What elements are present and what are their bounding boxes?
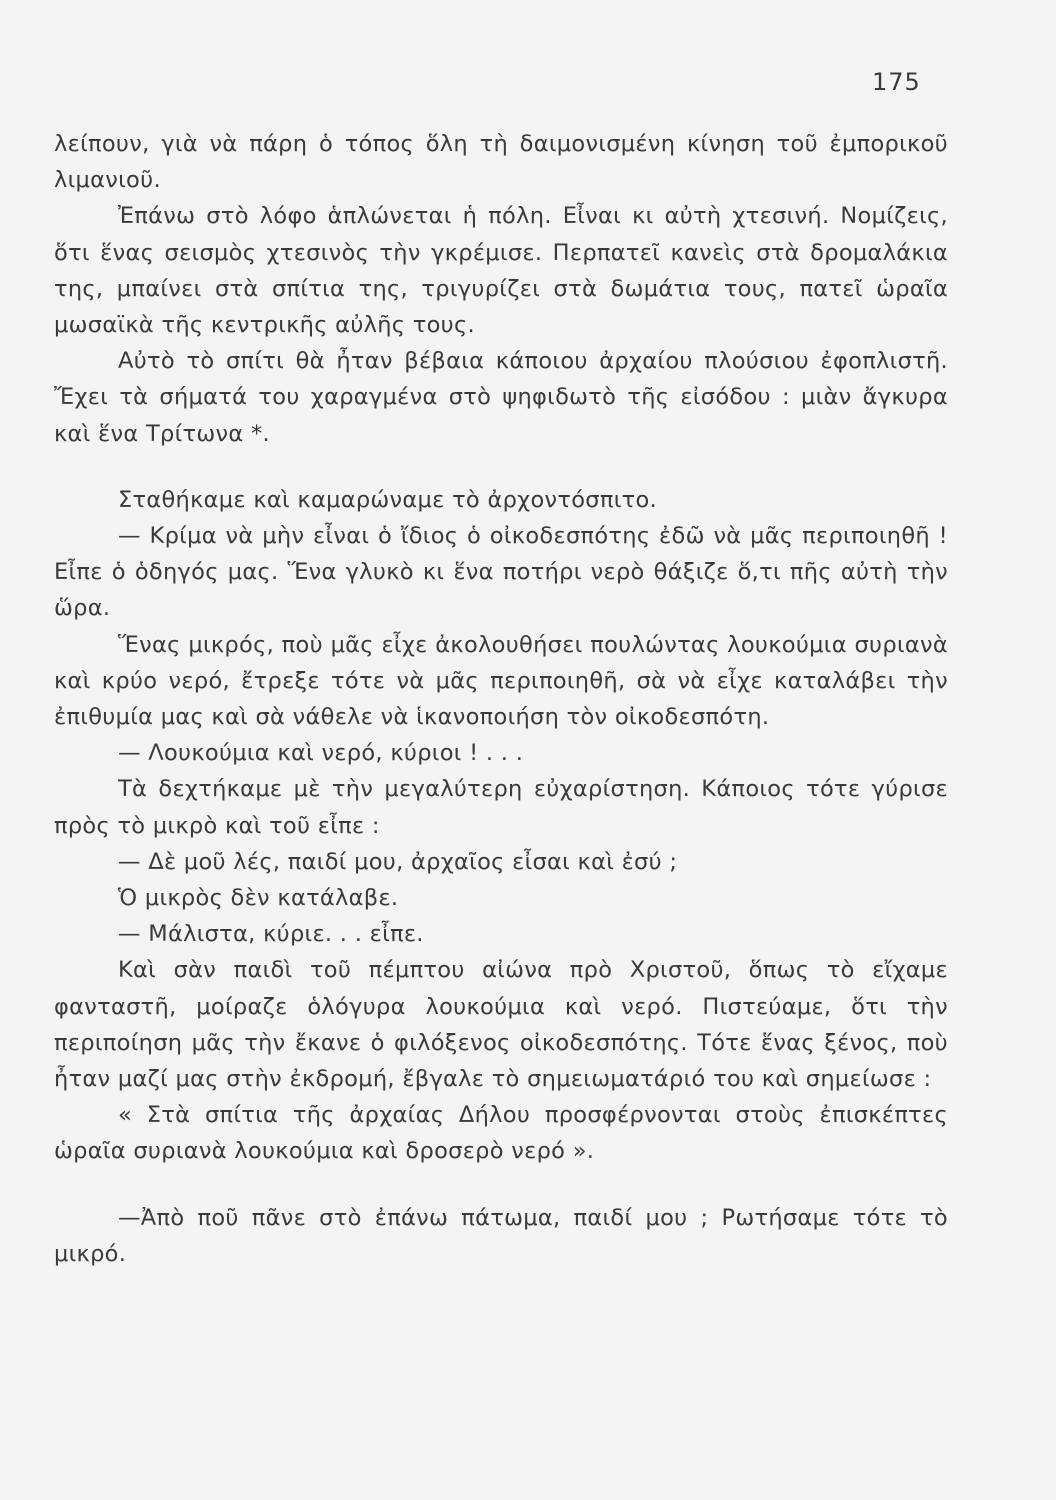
paragraph: — Κρίμα νὰ μὴν εἶναι ὁ ἴδιος ὁ οἰκοδεσπότης ἐδῶ νὰ μᾶς περιποιηθῆ ! Εἶπε ὁ ὁδηγός μας. Ἕνα γλυκὸ κι ἕνα ποτήρι νερὸ θάξιζε ὅ,τι πῆς αὐτὴ τὴν ὥρα.: [54, 523, 948, 622]
paragraph: — Δὲ μοῦ λές, παιδί μου, ἀρχαῖος εἶσαι καὶ ἐσύ ;: [118, 848, 678, 875]
paragraph: Καὶ σὰν παιδὶ τοῦ πέμπτου αἰώνα πρὸ Χριστοῦ, ὅπως τὸ εἴχαμε φανταστῆ, μοίραζε ὁλόγυρα λουκούμια καὶ νερό. Πιστεύαμε, ὅτι τὴν περιποίηση μᾶς τὴν ἔκανε ὁ φιλόξενος οἰκοδεσπότης. Τότε ἕνας ξένος, ποὺ ἦταν μαζί μας στὴν ἐκδρομή, ἔβγαλε τὸ σημειωματάριό του καὶ σημείωσε :: [54, 957, 948, 1093]
paragraph: Αὐτὸ τὸ σπίτι θὰ ἦταν βέβαια κάποιου ἀρχαίου πλούσιου ἐφοπλιστῆ. Ἔχει τὰ σήματά του χαραγμένα στὸ ψηφιδωτὸ τῆς εἰσόδου : μιὰν ἄγκυρα καὶ ἕνα Τρίτωνα *.: [54, 348, 948, 447]
paragraph: λείπουν, γιὰ νὰ πάρη ὁ τόπος ὅλη τὴ δαιμονισμένη κίνηση τοῦ ἐμπορικοῦ λιμανιοῦ.: [54, 131, 948, 194]
body-text: [54, 126, 948, 1272]
paragraph: « Στὰ σπίτια τῆς ἀρχαίας Δήλου προσφέρνονται στοὺς ἐπισκέπτες ὡραῖα συριανὰ λουκούμια καὶ δροσερὸ νερό ».: [54, 1102, 948, 1165]
paragraph: Τὰ δεχτήκαμε μὲ τὴν μεγαλύτερη εὐχαρίστηση. Κάποιος τότε γύρισε πρὸς τὸ μικρὸ καὶ τοῦ εἶπε :: [54, 776, 948, 839]
paragraph: —Ἀπὸ ποῦ πᾶνε στὸ ἐπάνω πάτωμα, παιδί μου ; Ρωτήσαμε τότε τὸ μικρό.: [54, 1204, 948, 1267]
paragraph: — Μάλιστα, κύριε. . . εἶπε.: [118, 921, 424, 948]
page-number: 175: [872, 68, 921, 96]
paragraph: Ἐπάνω στὸ λόφο ἁπλώνεται ἡ πόλη. Εἶναι κι αὐτὴ χτεσινή. Νομίζεις, ὅτι ἕνας σεισμὸς χτεσινὸς τὴν γκρέμισε. Περπατεῖ κανεὶς στὰ δρομαλάκια της, μπαίνει στὰ σπίτια της, τριγυρίζει στὰ δωμάτια τους, πατεῖ ὡραῖα μωσαϊκὰ τῆς κεντρικῆς αὐλῆς τους.: [54, 203, 948, 339]
paragraph: — Λουκούμια καὶ νερό, κύριοι ! . . .: [118, 740, 524, 767]
paragraph: Ὁ μικρὸς δὲν κατάλαβε.: [118, 885, 399, 912]
paragraph: Ἕνας μικρός, ποὺ μᾶς εἶχε ἀκολουθήσει πουλώντας λουκούμια συριανὰ καὶ κρύο νερό, ἔτρεξε τότε νὰ μᾶς περιποιηθῆ, σὰ νὰ εἶχε καταλάβει τὴν ἐπιθυμία μας καὶ σὰ νάθελε νὰ ἱκανοποιήση τὸν οἰκοδεσπότη.: [54, 631, 948, 731]
paragraph: Σταθήκαμε καὶ καμαρώναμε τὸ ἀρχοντόσπιτο.: [118, 486, 657, 513]
